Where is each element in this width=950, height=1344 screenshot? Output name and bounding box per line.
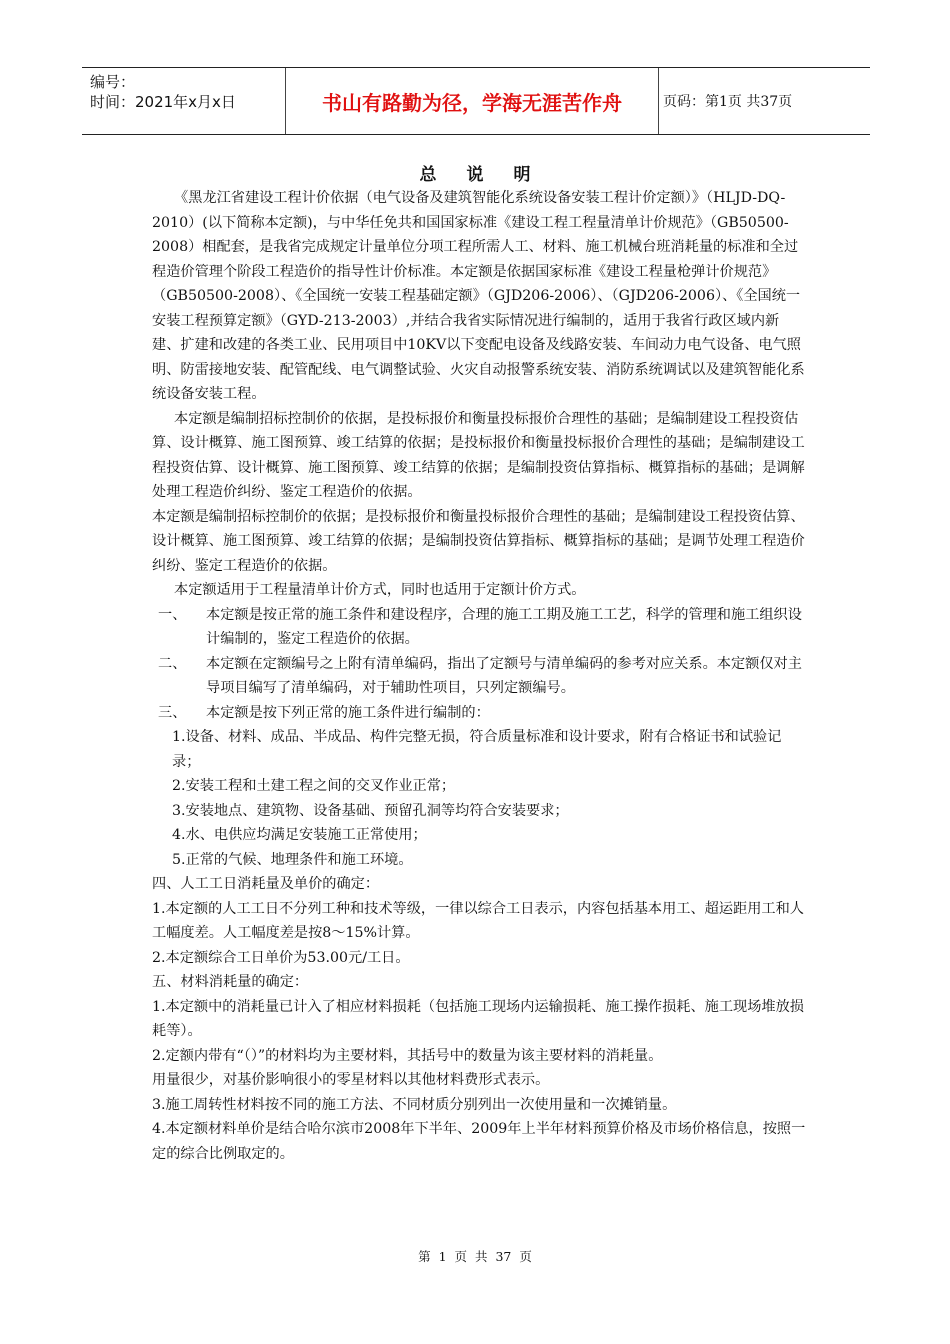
section-3-item-3: 3.安装地点、建筑物、设备基础、预留孔洞等均符合安装要求； [172, 802, 569, 819]
section-3-item-4: 4.水、电供应均满足安装施工正常使用； [172, 827, 427, 843]
section-3-item-5: 5.正常的气候、地理条件和施工环境。 [172, 851, 413, 868]
section-3-item-1: 1.设备、材料、成品、半成品、构件完整无损，符合质量标准和设计要求，附有合格证书和试验记录； [172, 729, 782, 770]
section-4-item-1: 1.本定额的人工工日不分列工种和技术等级，一律以综合工日表示，内容包括基本用工、超运距用工和人工幅度差。人工幅度差是按8～15%计算。 [152, 900, 804, 941]
section-5-heading: 五、材料消耗量的确定： [152, 974, 309, 990]
section-1-number: 一、 [158, 606, 187, 623]
header-table [82, 67, 870, 135]
section-2-text: 本定额在定额编号之上附有清单编码，指出了定额号与清单编码的参考对应关系。本定额仅对主导项目编写了清单编码，对于辅助性项目，只列定额编号。 [206, 655, 802, 696]
date-label: 时间：2021年x月x日 [90, 93, 236, 111]
number-label: 编号： [90, 73, 136, 91]
paragraph-scope: 本定额适用于工程量清单计价方式，同时也适用于定额计价方式。 [174, 582, 586, 598]
section-3-number: 三、 [158, 704, 187, 721]
section-5-item-1: 1.本定额中的消耗量已计入了相应材料损耗（包括施工现场内运输损耗、施工操作损耗、施工现场堆放损耗等）。 [152, 998, 804, 1039]
section-5-item-2: 2.定额内带有“（）”的材料均为主要材料，其括号中的数量为该主要材料的消耗量。 [152, 1047, 663, 1064]
section-1 [152, 603, 807, 652]
section-2-number: 二、 [158, 655, 187, 672]
section-4-item-2: 2.本定额综合工日单价为53.00元/工日。 [152, 949, 410, 966]
page-footer: 第 1 页 共 37 页 [418, 1249, 532, 1264]
page-label: 页码：第1页 共37页 [663, 94, 793, 110]
section-5-item-3: 3.施工周转性材料按不同的施工方法、不同材质分别列出一次使用量和一次摊销量。 [152, 1096, 677, 1113]
section-3-item-2: 2.安装工程和土建工程之间的交叉作业正常； [172, 778, 456, 794]
paragraph-intro: 《黑龙江省建设工程计价依据（电气设备及建筑智能化系统设备安装工程计价定额）》（HLJD-DQ-2010）(以下简称本定额)，与中华任免共和国国家标准《建设工程工程量清单计价规范》（GB50500-2008）相配套，是我省完成规定计量单位分项工程所需人工、材料、施工机械台班消耗量的标准和全过程造价管理个阶段工程造价的指导性计价标准。本定额是依据国家标准《建设工程量枪弹计价规范》（GB50500-2008）、《全国统一安装工程基础定额》（GJD206-2006）、（GJD206-2006）、《全国统一安装工程预算定额》（GYD-213-2003）,并结合我省实际情况进行编制的，适用于我省行政区域内新建、扩建和改建的各类工业、民用项目中10KV以下变配电设备及线路安装、车间动力电气设备、电气照明、防雷接地安装、配管配线、电气调整试验、火灾自动报警系统安装、消防系统调试以及建筑智能化系统设备安装工程。 [152, 190, 805, 402]
section-3-text: 本定额是按下列正常的施工条件进行编制的： [206, 704, 490, 721]
section-4-heading: 四、人工工日消耗量及单价的确定： [152, 876, 380, 892]
section-3 [152, 701, 807, 726]
section-5-item-2-note: 用量很少，对基价影响很小的零星材料以其他材料费形式表示。 [152, 1072, 550, 1088]
page-title: 总说明 [419, 165, 561, 185]
section-1-text: 本定额是按正常的施工条件和建设程序，合理的施工工期及施工工艺，科学的管理和施工组织设计编制的，鉴定工程造价的依据。 [206, 606, 802, 647]
section-2 [152, 652, 807, 701]
paragraph-basis-repeat: 本定额是编制招标控制价的依据；是投标报价和衡量投标报价合理性的基础；是编制建设工程投资估算、设计概算、施工图预算、竣工结算的依据；是编制投资估算指标、概算指标的基础；是调节处理工程造价纠纷、鉴定工程造价的依据。 [152, 508, 805, 574]
header-info-cell [82, 68, 286, 134]
section-5-item-4: 4.本定额材料单价是结合哈尔滨市2008年下半年、2009年上半年材料预算价格及市场价格信息，按照一定的综合比例取定的。 [152, 1121, 806, 1162]
motto: 书山有路勤为径，学海无涯苦作舟 [286, 68, 659, 134]
document-body [152, 186, 807, 1166]
paragraph-basis: 本定额是编制招标控制价的依据，是投标报价和衡量投标报价合理性的基础；是编制建设工程投资估算、设计概算、施工图预算、竣工结算的依据；是投标报价和衡量投标报价合理性的基础；是编制建设工程投资估算、设计概算、施工图预算、竣工结算的依据；是编制投资估算指标、概算指标的基础；是调解处理工程造价纠纷、鉴定工程造价的依据。 [152, 410, 805, 500]
